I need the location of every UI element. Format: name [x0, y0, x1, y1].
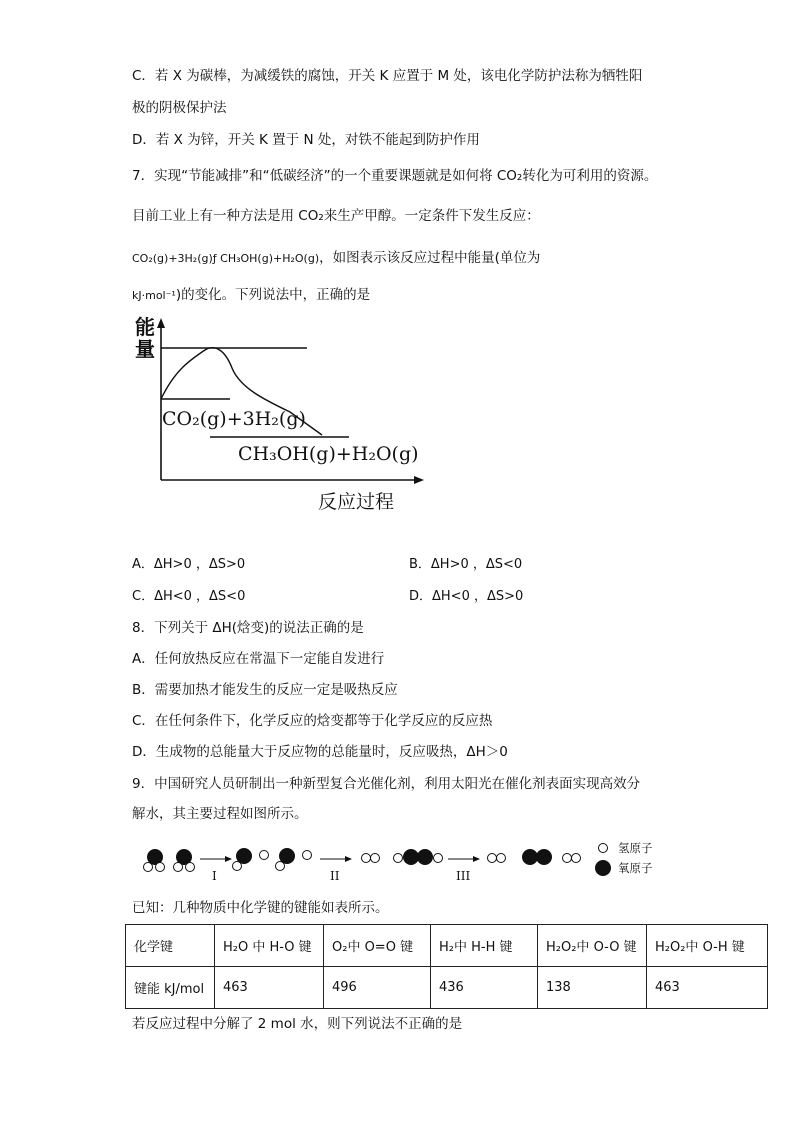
- legend-hydrogen-icon: [599, 844, 608, 853]
- step-arrow-3-head: [473, 856, 480, 862]
- step-label-1: I: [212, 869, 217, 883]
- diagram-y-label-1: 能: [135, 315, 155, 339]
- legend-oxygen-icon: [595, 860, 611, 876]
- hydrogen-atom: [186, 863, 195, 872]
- hydrogen-atom: [572, 854, 581, 863]
- q9-stem-line1: 9．中国研究人员研制出一种新型复合光催化剂，利用太阳光在催化剂表面实现高效分: [132, 776, 641, 792]
- q7-option-a: A．ΔH>0 ，ΔS>0: [132, 557, 246, 572]
- hydrogen-atom: [497, 854, 506, 863]
- table-cell: 496: [324, 967, 431, 1009]
- y-axis-arrow: [157, 318, 165, 328]
- q8-stem: 8．下列关于 ΔH(焓变)的说法正确的是: [132, 620, 364, 636]
- hydrogen-atom: [276, 862, 285, 871]
- q7-stem-line3: [132, 248, 540, 269]
- q6-option-c-line1: C．若 X 为碳棒，为减缓铁的腐蚀，开关 K 应置于 M 处，该电化学防护法称为牺牲阳: [132, 68, 643, 84]
- step-label-3: III: [456, 869, 471, 883]
- legend-oxygen-label: 氧原子: [618, 861, 653, 875]
- hydrogen-atom: [156, 863, 165, 872]
- table-cell: 138: [538, 967, 647, 1009]
- q7-stem-line1: 7．实现“节能减排”和“低碳经济”的一个重要课题就是如何将 CO₂转化为可利用的资源。: [132, 168, 658, 184]
- hydrogen-atom: [260, 851, 269, 860]
- q7-equation: CO₂(g)+3H₂(g)ƒ CH₃OH(g)+H₂O(g): [132, 252, 320, 265]
- q9-stem-line2: 解水，其主要过程如图所示。: [132, 806, 308, 822]
- oxygen-atom: [403, 849, 419, 865]
- oxygen-atom: [536, 849, 552, 865]
- table-header-row: [126, 925, 768, 967]
- water-splitting-diagram: [140, 838, 680, 888]
- diagram-y-label-2: 量: [135, 337, 155, 361]
- table-row: [126, 967, 768, 1009]
- hydrogen-atom: [488, 854, 497, 863]
- table-header-cell: O₂中 O=O 键: [324, 925, 431, 967]
- oxygen-atom: [522, 849, 538, 865]
- step-arrow-1-head: [225, 856, 232, 862]
- q8-option-c: C．在任何条件下，化学反应的焓变都等于化学反应的反应热: [132, 713, 493, 729]
- hydrogen-atom: [303, 851, 312, 860]
- q7-unit: kJ·mol⁻¹: [132, 289, 176, 302]
- table-row-label: 键能 kJ/mol: [126, 967, 215, 1009]
- q9-question: 若反应过程中分解了 2 mol 水，则下列说法不正确的是: [132, 1016, 463, 1032]
- table-header-cell: H₂中 H-H 键: [431, 925, 538, 967]
- q8-option-d: D．生成物的总能量大于反应物的总能量时，反应吸热，ΔH＞0: [132, 744, 508, 760]
- table-header-cell: H₂O 中 H-O 键: [215, 925, 324, 967]
- table-cell: 463: [215, 967, 324, 1009]
- table-header-cell: 化学键: [126, 925, 215, 967]
- hydrogen-atom: [563, 854, 572, 863]
- x-axis-arrow: [414, 476, 424, 484]
- hydrogen-atom: [371, 854, 380, 863]
- q8-option-a: A．任何放热反应在常温下一定能自发进行: [132, 651, 385, 667]
- q7-option-d: D．ΔH<0 ，ΔS>0: [409, 589, 524, 604]
- q7-option-b: B．ΔH>0 ，ΔS<0: [409, 557, 523, 572]
- q8-option-b: B．需要加热才能发生的反应一定是吸热反应: [132, 682, 398, 698]
- q7-stem-line3-rest: ，如图表示该反应过程中能量(单位为: [319, 250, 541, 266]
- product-label: CH₃OH(g)+H₂O(g): [238, 443, 419, 465]
- reactant-label: CO₂(g)+3H₂(g): [162, 408, 306, 430]
- q7-stem-line2: 目前工业上有一种方法是用 CO₂来生产甲醇。一定条件下发生反应：: [132, 208, 540, 224]
- hydrogen-atom: [174, 863, 183, 872]
- table-header-cell: H₂O₂中 O-O 键: [538, 925, 647, 967]
- q7-stem-line4-rest: )的变化。下列说法中，正确的是: [175, 287, 371, 303]
- table-cell: 463: [647, 967, 768, 1009]
- table-cell: 436: [431, 967, 538, 1009]
- hydrogen-atom: [434, 854, 443, 863]
- q6-option-d: D．若 X 为锌，开关 K 置于 N 处，对铁不能起到防护作用: [132, 132, 480, 148]
- legend-hydrogen-label: 氢原子: [618, 841, 653, 855]
- q9-known-text: 已知：几种物质中化学键的键能如表所示。: [132, 900, 389, 916]
- hydrogen-atom: [233, 862, 242, 871]
- table-header-cell: H₂O₂中 O-H 键: [647, 925, 768, 967]
- step-label-2: II: [330, 869, 340, 883]
- q7-stem-line4: [132, 285, 370, 306]
- energy-diagram: [130, 310, 430, 520]
- hydrogen-atom: [144, 863, 153, 872]
- bond-energy-table: [125, 924, 768, 1009]
- oxygen-atom: [417, 849, 433, 865]
- q6-option-c-line2: 极的阴极保护法: [132, 100, 227, 116]
- step-arrow-2-head: [345, 856, 352, 862]
- diagram-x-label: 反应过程: [318, 491, 395, 513]
- hydrogen-atom: [362, 854, 371, 863]
- q7-option-c: C．ΔH<0 ，ΔS<0: [132, 589, 246, 604]
- hydrogen-atom: [394, 854, 403, 863]
